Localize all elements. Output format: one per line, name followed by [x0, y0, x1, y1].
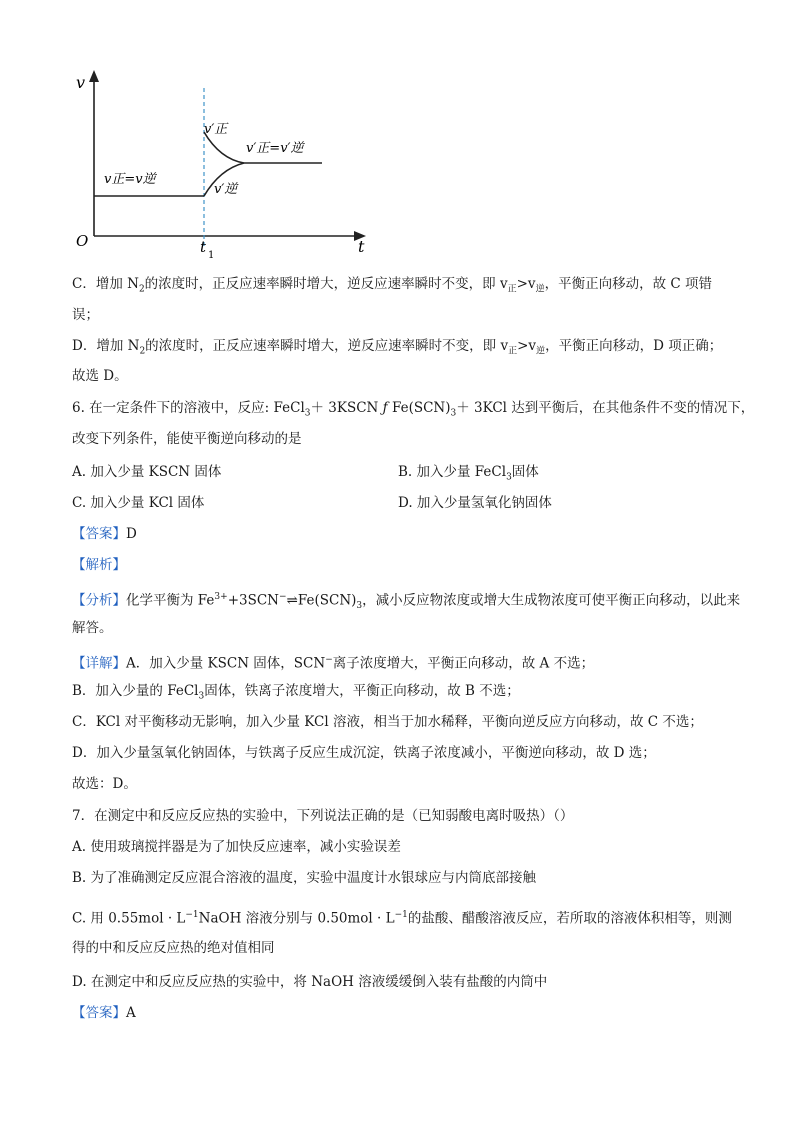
- xiangjie-tag: 【详解】: [72, 655, 126, 672]
- question-6-line2: 改变下列条件，能使平衡逆向移动的是: [72, 431, 302, 447]
- q6-option-c: C. 加入少量 KCl 固体: [72, 495, 205, 511]
- jiexi-tag: 【解析】: [72, 557, 126, 573]
- eq-label: v正=v逆: [104, 172, 156, 187]
- q6-option-b: B. 加入少量 FeCl$_3$固体: [398, 464, 539, 483]
- t1-subscript: 1: [208, 250, 215, 261]
- xiangjie-line-c: C．KCl 对平衡移动无影响，加入少量 KCl 溶液，相当于加水稀释，平衡向逆反应方向移动，故 C 不选；: [72, 714, 703, 730]
- q7-option-a: A. 使用玻璃搅拌器是为了加快反应速率，减小实验误差: [72, 839, 401, 855]
- q7-option-b: B. 为了准确测定反应混合溶液的温度，实验中温度计水银球应与内筒底部接触: [72, 870, 537, 886]
- option-c-line2: 误；: [72, 307, 99, 323]
- origin-label: O: [76, 232, 89, 250]
- q7-option-d: D. 在测定中和反应反应热的实验中，将 NaOH 溶液缓缓倒入装有盐酸的内筒中: [72, 974, 548, 990]
- answer-tag: 【答案】: [72, 526, 126, 542]
- xiangjie-line-a: 【详解】A．加入少量 KSCN 固体，SCN−离子浓度增大，平衡正向移动，故 A 不选；: [72, 655, 595, 672]
- vfwd-label: v′正: [204, 122, 228, 137]
- v-axis-arrow: [89, 70, 99, 82]
- option-d-line1: D．增加 $N_2$的浓度时，正反应速率瞬时增大，逆反应速率瞬时不变，即 $v_正>v_逆$，平衡正向移动，D 项正确；: [72, 338, 723, 357]
- fenxi-tag: 【分析】: [72, 592, 126, 609]
- q7-option-c-line1: C. 用 $0.55mol \cdot L^{-1}NaOH$ 溶液分别与 $0.50mol \cdot L^{-1}$的盐酸、醋酸溶液反应，若所取的溶液体积相等，则测: [72, 910, 732, 927]
- fenxi-line1: 【分析】化学平衡为 $Fe^{3+}+3SCN^-\rightleftharpoons Fe(SCN)_3$，减小反应物浓度或增大生成物浓度可使平衡正向移动，以此来: [72, 592, 741, 612]
- t1-label: t: [200, 238, 207, 256]
- question-7: 7．在测定中和反应反应热的实验中，下列说法正确的是（已知弱酸电离时吸热）（）: [72, 808, 574, 824]
- q6-option-d: D. 加入少量氢氧化钠固体: [398, 495, 552, 511]
- answer-line: [72, 524, 137, 544]
- q6-option-a: A. 加入少量 KSCN 固体: [72, 464, 222, 480]
- question-6-line1: 6. 在一定条件下的溶液中，反应: FeCl$_3$＋ 3KSCN ƒ $Fe(SCN)_3+ 3KCl$ 达到平衡后，在其他条件不变的情况下，: [72, 400, 755, 419]
- q7-option-c-line2: 得的中和反应反应热的绝对值相同: [72, 940, 275, 956]
- answer-tag-2: 【答案】: [72, 1005, 126, 1021]
- axis-t-label: t: [358, 237, 365, 256]
- fenxi-line2: 解答。: [72, 620, 113, 636]
- jiexi-line: [72, 555, 126, 575]
- rate-time-graph: [60, 66, 380, 266]
- answer-line-2: [72, 1003, 136, 1023]
- option-c-line1: C．增加 $N_2$的浓度时，正反应速率瞬时增大，逆反应速率瞬时不变，即 $v_正>v_逆$，平衡正向移动，故 C 项错: [72, 276, 712, 295]
- vrev-label: v′逆: [214, 182, 238, 197]
- xiangjie-line-b: B．加入少量的 FeCl$_3$固体，铁离子浓度增大，平衡正向移动，故 B 不选；: [72, 683, 520, 702]
- axis-v-label: v: [76, 73, 86, 92]
- new-eq-label: v′正=v′逆: [246, 141, 304, 156]
- choose-d-line: 故选 D。: [72, 368, 128, 384]
- xiangjie-line-d: D．加入少量氢氧化钠固体，与铁离子反应生成沉淀，铁离子浓度减小，平衡逆向移动，故 D 选；: [72, 745, 656, 761]
- answer-value: D: [126, 526, 137, 542]
- choose-d2-line: 故选：D。: [72, 776, 137, 792]
- answer-value-2: A: [126, 1005, 136, 1021]
